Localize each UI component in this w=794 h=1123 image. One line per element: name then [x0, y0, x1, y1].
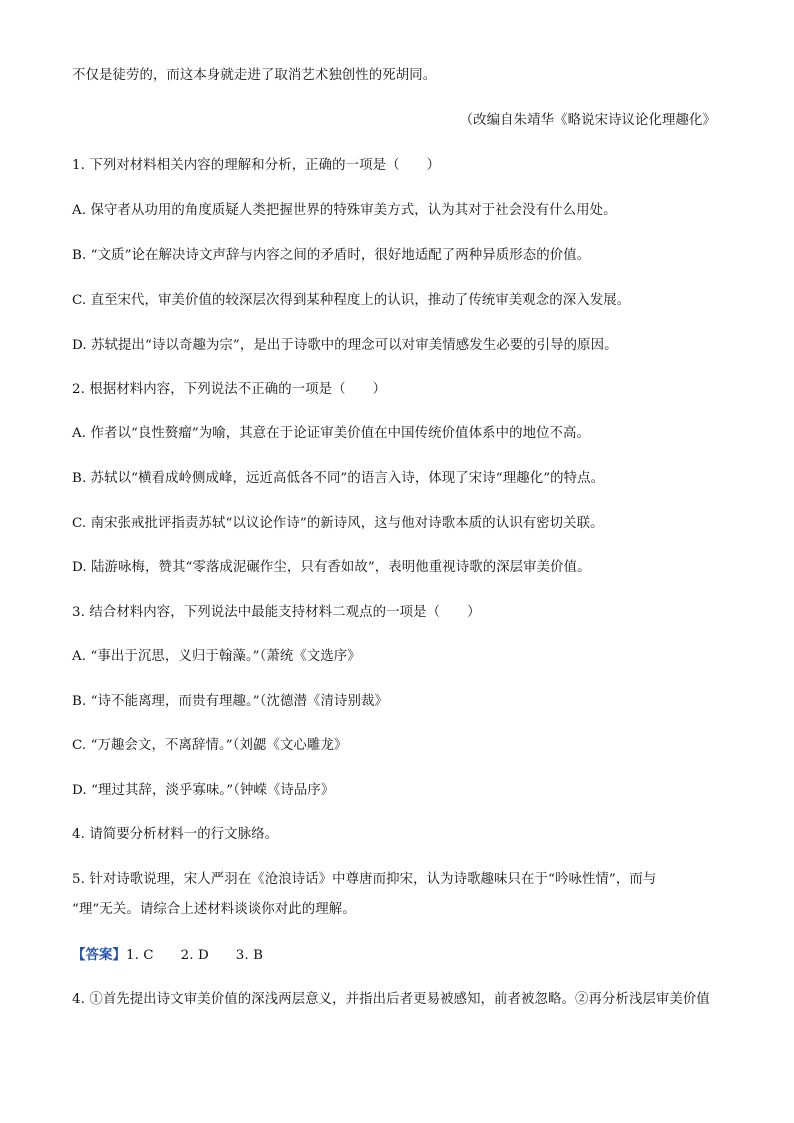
q4-stem: 4. 请简要分析材料一的行文脉络。	[72, 827, 279, 842]
answer-line	[72, 945, 263, 966]
q2-option-d: D. 陆游咏梅，赞其“零落成泥碾作尘，只有香如故”，表明他重视诗歌的深层审美价值。	[72, 560, 591, 575]
q5-line-1: 5. 针对诗歌说理，宋人严羽在《沧浪诗话》中尊唐而抑宋，认为诗歌趣味只在于“吟咏性情”，而与	[72, 872, 657, 887]
answer-choices: 1. C 2. D 3. B	[125, 948, 264, 963]
q2-option-c: C. 南宋张戒批评指责苏轼“以议论作诗”的新诗风，这与他对诗歌本质的认识有密切关联。	[72, 516, 604, 531]
q3-option-a: A. “事出于沉思，义归于翰藻。”（萧统《文选序》	[72, 649, 361, 664]
q1-option-c: C. 直至宋代，审美价值的较深层次得到某种程度上的认识，推动了传统审美观念的深入发展。	[72, 293, 631, 308]
q1-option-d: D. 苏轼提出“诗以奇趣为宗”，是出于诗歌中的理念可以对审美情感发生必要的引导的原因。	[72, 338, 618, 353]
q5-line-2: “理”无关。请综合上述材料谈谈你对此的理解。	[72, 902, 356, 917]
q3-option-b: B. “诗不能离理，而贵有理趣。”（沈德潜《清诗别裁》	[72, 694, 388, 709]
answer-tag: 【答案】	[72, 947, 126, 963]
q2-option-a: A. 作者以“良性赘瘤”为喻，其意在于论证审美价值在中国传统价值体系中的地位不高。	[72, 426, 591, 441]
q1-option-a: A. 保守者从功用的角度质疑人类把握世界的特殊审美方式，认为其对于社会没有什么用处。	[72, 203, 617, 218]
q2-stem: 2. 根据材料内容，下列说法不正确的一项是（ ）	[72, 382, 387, 397]
q3-option-c: C. “万趣会文，不离辞情。”（刘勰《文心雕龙》	[72, 738, 348, 753]
answer-q4-line: 4. ①首先提出诗文审美价值的深浅两层意义，并指出后者更易被感知，前者被忽略。②再分析浅层审美价值	[72, 992, 710, 1007]
passage-source: （改编自朱靖华《略说宋诗议论化理趣化》	[459, 113, 716, 128]
q3-stem: 3. 结合材料内容，下列说法中最能支持材料二观点的一项是（ ）	[72, 605, 481, 620]
passage-tail-line: 不仅是徒劳的，而这本身就走进了取消艺术独创性的死胡同。	[72, 68, 437, 83]
q1-stem: 1. 下列对材料相关内容的理解和分析，正确的一项是（ ）	[72, 158, 441, 173]
q2-option-b: B. 苏轼以“横看成岭侧成峰，远近高低各不同”的语言入诗，体现了宋诗“理趣化”的特点。	[72, 471, 605, 486]
q1-option-b: B. “文质”论在解决诗文声辞与内容之间的矛盾时，很好地适配了两种异质形态的价值。	[72, 248, 591, 263]
q3-option-d: D. “理过其辞，淡乎寡味。”（钟嵘《诗品序》	[72, 783, 335, 798]
